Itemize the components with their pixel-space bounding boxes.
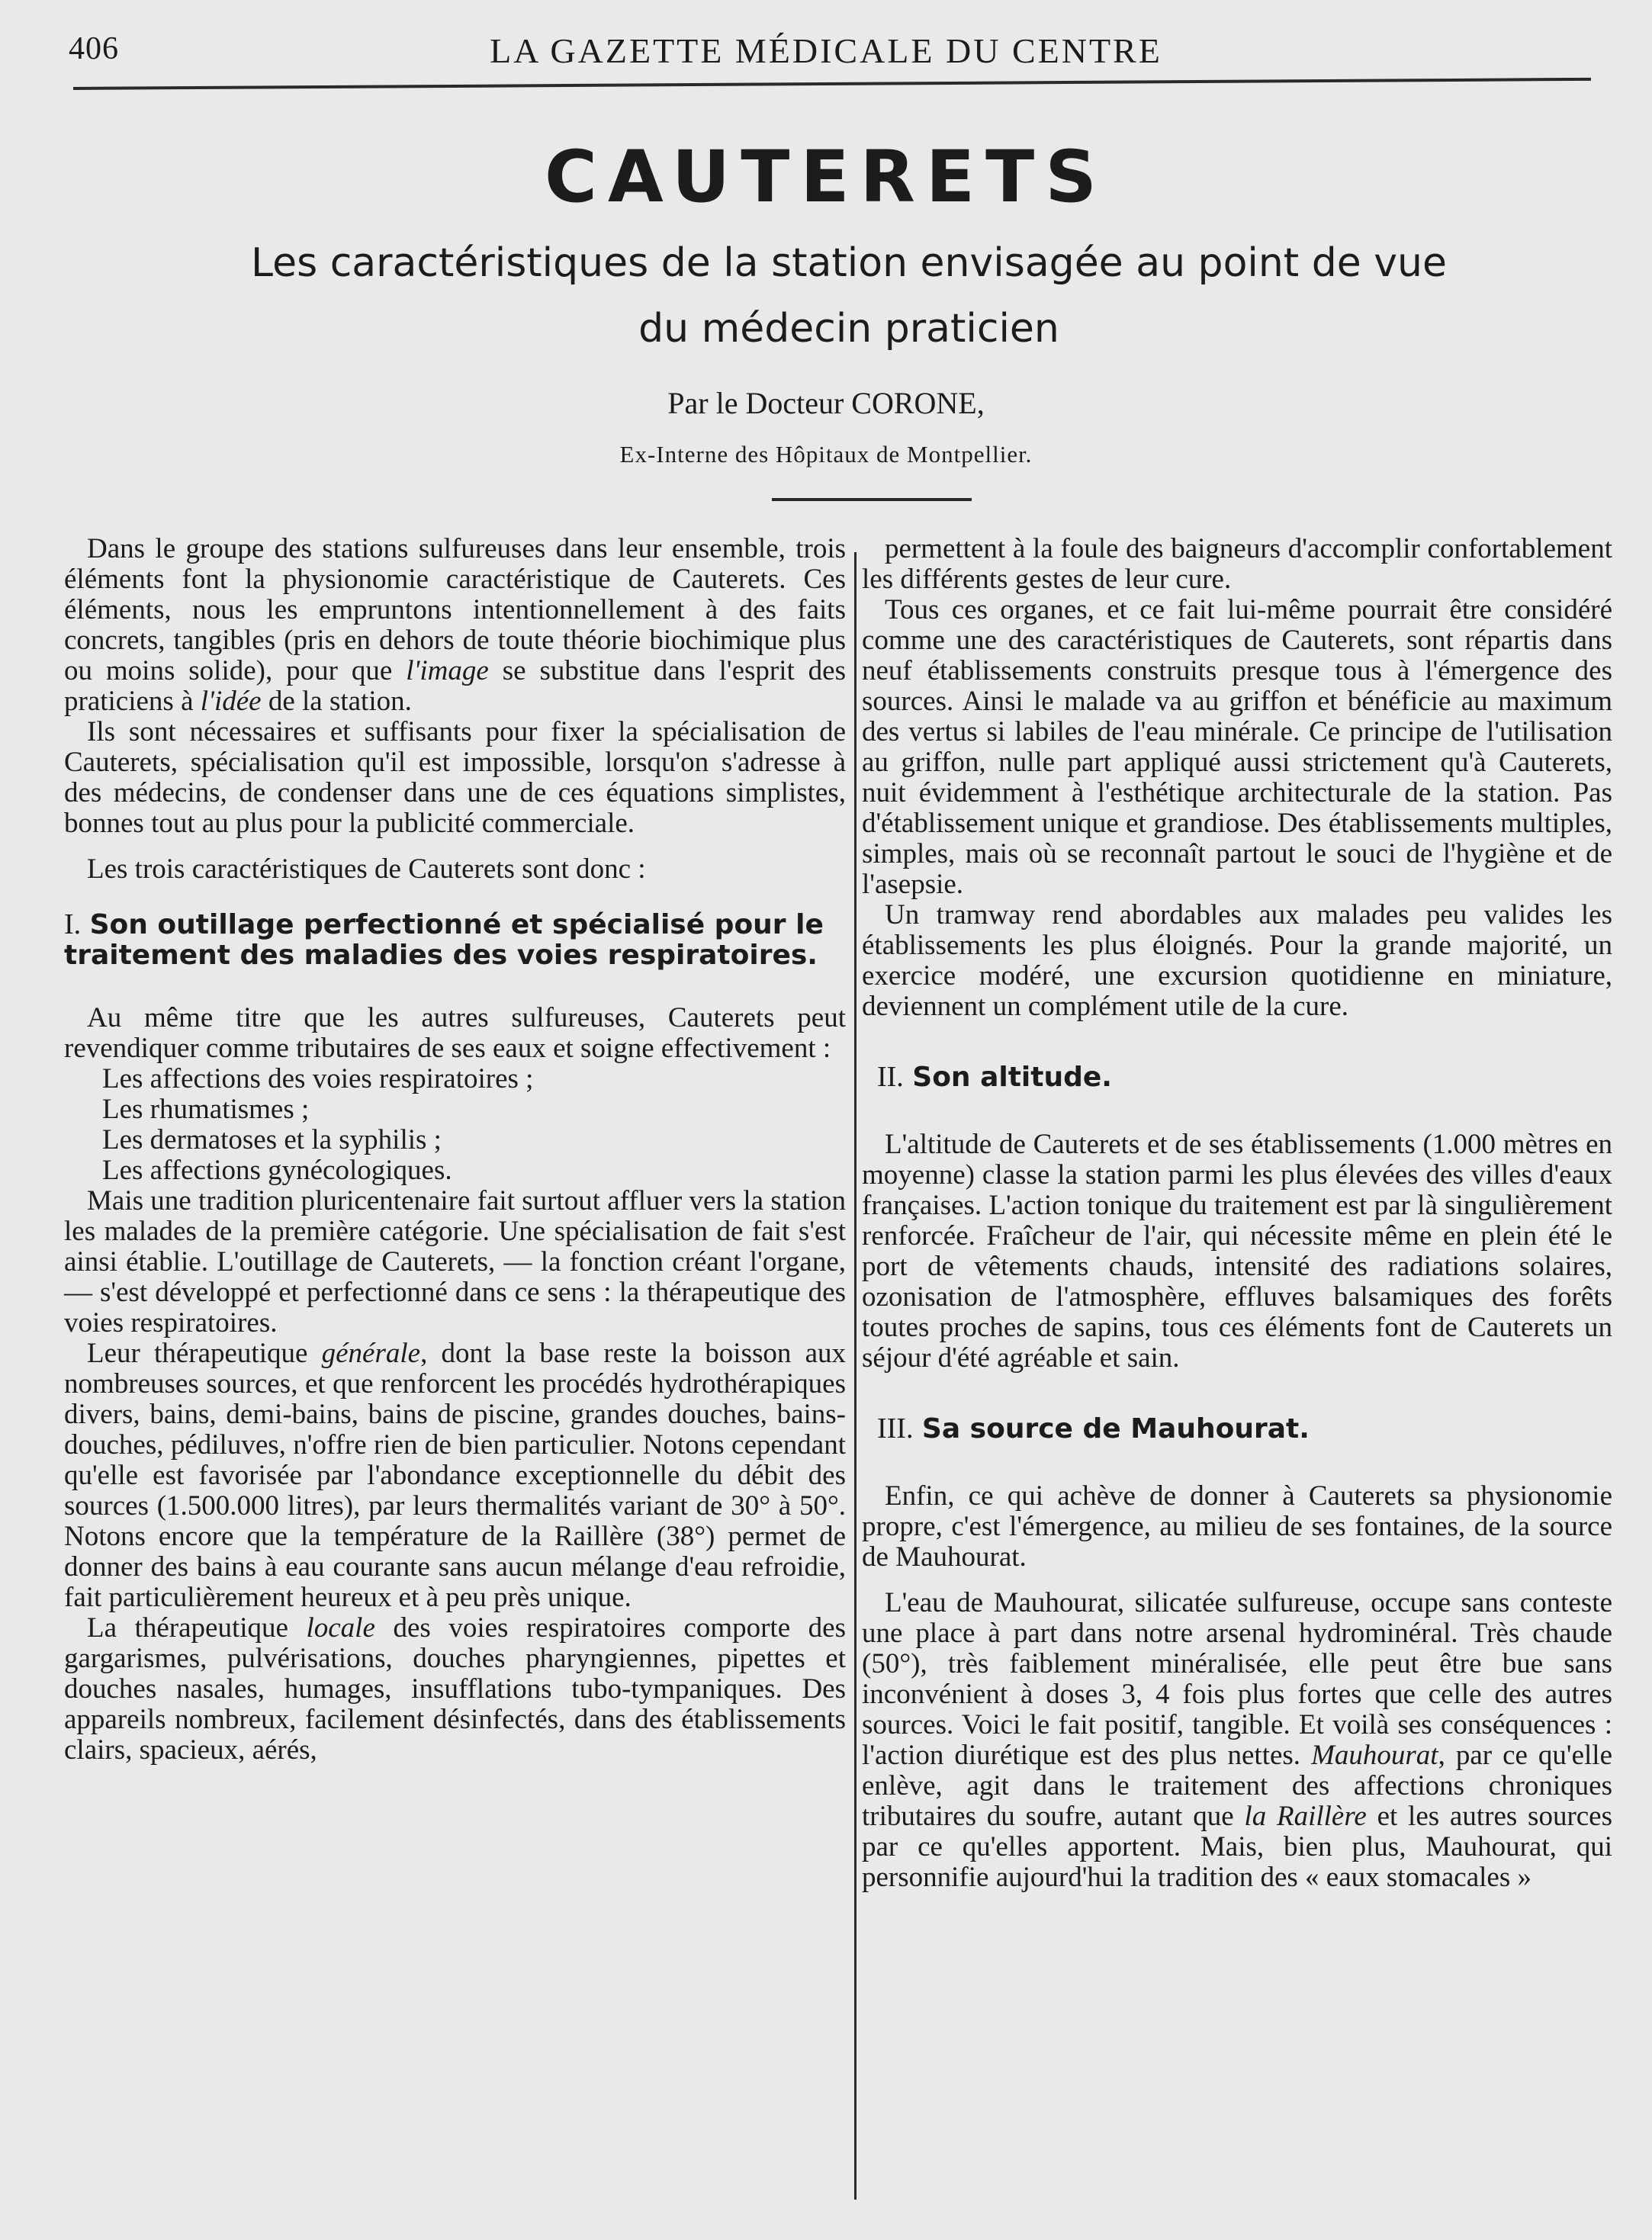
left-column — [64, 534, 846, 1766]
section-title-2: Son altitude. — [912, 1062, 1112, 1093]
running-head — [66, 31, 1586, 76]
section-number-1: I. — [64, 908, 82, 940]
paragraph-mauhourat: L'eau de Mauhourat, silicatée sulfureuse, occupe sans conteste une place à part dans notre arsenal hydrominéral. Très chaude (50°), très faiblement minéralisée, elle peut être bue sans inconvénient à doses 3, 4 fois plus fortes que celle des autres sources. Voici le fait positif, tangible. Et voilà ses conséquences : l'action diurétique est des plus nettes. Mauhourat, par ce qu'elle enlève, agit dans le traitement des affections chroniques tributaires du soufre, autant que la Raillère et les autres sources par ce qu'elles apportent. Mais, bien plus, Mauhourat, qui personnifie aujourd'hui la tradition des « eaux stomacales » — [862, 1587, 1613, 1893]
paragraph-intro: Dans le groupe des stations sulfureuses dans leur ensemble, trois éléments font la physionomie caractéristique de Cauterets. Ces éléments, nous les empruntons intentionnellement à des faits concrets, tangibles (pris en dehors de toute théorie biochimique plus ou moins solide), pour que l'image se substitue dans l'esprit des praticiens à l'idée de la station. — [64, 533, 847, 717]
page-number: 406 — [69, 31, 119, 66]
section-heading-2 — [877, 1062, 1612, 1093]
section-title-3: Sa source de Mauhourat. — [921, 1413, 1310, 1445]
subtitle-line-2: du médecin praticien — [638, 306, 1059, 352]
list-item: Les rhumatismes ; — [102, 1094, 310, 1125]
paragraph-specialisation: Ils sont nécessaires et suffisants pour fixer la spécialisation de Cauterets, spécialisation qu'il est impossible, lorsqu'on s'adresse à des médecins, de condenser dans une de ces équations simplistes, bonnes tout au plus pour la publicité commerciale. — [64, 716, 846, 839]
article-subtitle — [130, 230, 1568, 362]
paragraph-therapeutique-locale: La thérapeutique locale des voies respiratoires comporte des gargarismes, pulvérisations, douches pharyngiennes, pipettes et douches nasales, humages, insufflations tubo-tympaniques. Des appareils nombreux, facilement désinfectés, dans des établissements clairs, spacieux, aérés, — [64, 1612, 846, 1766]
paragraph-physionomie: Enfin, ce qui achève de donner à Cauterets sa physionomie propre, c'est l'émergence, au milieu de ses fontaines, de la source de Mauhourat. — [862, 1480, 1612, 1573]
byline: Par le Docteur CORONE, — [667, 386, 985, 420]
subtitle-line-1: Les caractéristiques de la station envisagée au point de vue — [251, 240, 1447, 286]
section-heading-3 — [877, 1413, 1612, 1445]
section-number-2: II. — [877, 1061, 904, 1093]
paragraph-therapeutique-generale: Leur thérapeutique générale, dont la base reste la boisson aux nombreuses sources, et que renforcent les procédés hydrothérapiques divers, bains, demi-bains, bains de piscine, grandes douches, bains-douches, pédiluves, n'offre rien de bien particulier. Notons cependant qu'elle est favorisée par l'abondance exceptionnelle du débit des sources (1.500.000 litres), par leurs thermalités variant de 30° à 50°. Notons encore que la température de la Raillère (38°) permet de donner des bains à eau courante sans aucun mélange d'eau refroidie, fait particulièrement heureux et à peu près unique. — [64, 1338, 846, 1613]
list-item: Les affections des voies respiratoires ; — [102, 1063, 534, 1094]
list-item: Les affections gynécologiques. — [102, 1155, 452, 1186]
column-divider — [854, 552, 857, 2200]
section-title-1: Son outillage perfectionné et spécialisé pour le traitement des maladies des voies respiratoires. — [64, 909, 824, 971]
indications-list — [64, 1064, 846, 1186]
author-affiliation: Ex-Interne des Hôpitaux de Montpellier. — [619, 441, 1033, 468]
paragraph-tramway: Un tramway rend abordables aux malades peu valides les établissements les plus éloignés. Pour la grande majorité, un exercice modéré, une excursion quotidienne en miniature, deviennent un complément utile de la cure. — [862, 899, 1612, 1022]
journal-title: LA GAZETTE MÉDICALE DU CENTRE — [490, 31, 1162, 70]
section-heading-1 — [64, 909, 846, 971]
list-item: Les dermatoses et la syphilis ; — [102, 1124, 442, 1155]
paragraph-altitude: L'altitude de Cauterets et de ses établissements (1.000 mètres en moyenne) classe la station parmi les plus élevées des villes d'eaux françaises. L'action tonique du traitement est par là singulièrement renforcée. Fraîcheur de l'air, qui nécessite même en plein été le port de vêtements chauds, intensité des radiations solaires, ozonisation de l'atmosphère, effluves balsamiques des forêts toutes proches de sapins, tous ces éléments font de Cauterets un séjour d'été agréable et sain. — [862, 1129, 1612, 1374]
paragraph-baigneurs: permettent à la foule des baigneurs d'accomplir confortablement les différents gestes de leur cure. — [862, 533, 1612, 595]
paragraph-tradition: Mais une tradition pluricentenaire fait surtout affluer vers la station les malades de la première catégorie. Une spécialisation de fait s'est ainsi établie. L'outillage de Cauterets, — la fonction créant l'organe, — s'est développé et perfectionné dans ce sens : la thérapeutique des voies respiratoires. — [64, 1185, 846, 1339]
header-rule — [73, 78, 1591, 90]
article-title: CAUTERETS — [545, 136, 1107, 219]
title-separator-rule — [772, 498, 972, 501]
paragraph-three-characteristics: Les trois caractéristiques de Cauterets sont donc : — [87, 853, 646, 885]
paragraph-etablissements: Tous ces organes, et ce fait lui-même pourrait être considéré comme une des caractéristiques de Cauterets, sont répartis dans neuf établissements construits presque tous à l'émergence des sources. Ainsi le malade va au griffon et bénéficie au maximum des vertus si labiles de l'eau minérale. Ce principe de l'utilisation au griffon, nulle part appliqué aussi strictement qu'à Cauterets, nuit évidemment à l'esthétique architecturale de la station. Pas d'établissement unique et grandiose. Des établissements multiples, simples, mais où se reconnaît partout le souci de l'hygiène et de l'asepsie. — [862, 594, 1612, 900]
section-number-3: III. — [877, 1412, 914, 1445]
paragraph-tributaires: Au même titre que les autres sulfureuses, Cauterets peut revendiquer comme tributaires de ses eaux et soigne effectivement : — [64, 1002, 846, 1064]
right-column — [862, 534, 1612, 1893]
